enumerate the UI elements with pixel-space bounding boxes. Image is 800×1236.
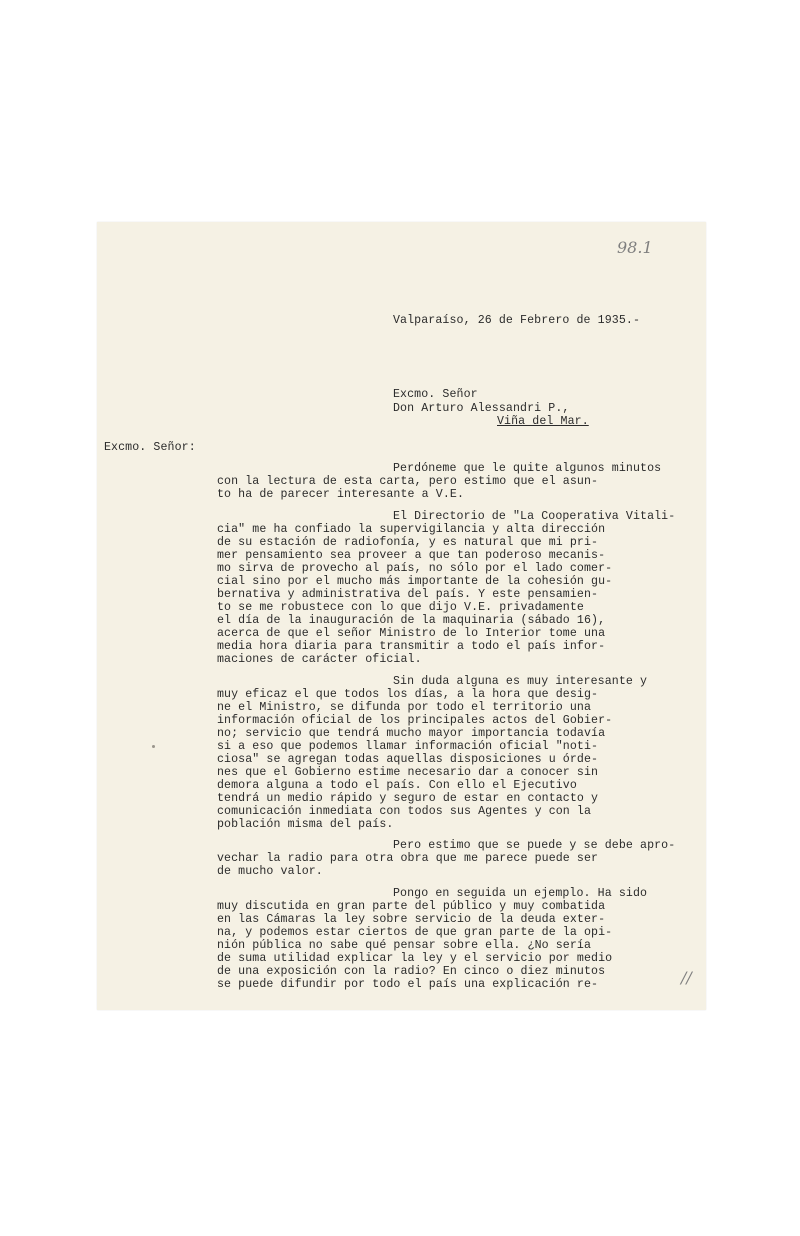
paragraph-line: maciones de carácter oficial. <box>217 653 422 666</box>
paragraph-line: Sin duda alguna es muy interesante y <box>393 675 648 688</box>
paper-spot <box>152 745 155 748</box>
paragraph-line: nión pública no sabe qué pensar sobre ella. ¿No sería <box>217 939 592 952</box>
paragraph-line: acerca de que el señor Ministro de lo Interior tome una <box>217 627 606 640</box>
paragraph-line: de su estación de radiofonía, y es natural que mi pri- <box>217 536 599 549</box>
paragraph-line: muy eficaz el que todos los días, a la hora que desig- <box>217 688 599 701</box>
paragraph-line: mer pensamiento sea proveer a que tan poderoso mecanis- <box>217 549 606 562</box>
paragraph-line: Perdóneme que le quite algunos minutos <box>393 462 662 475</box>
paragraph-line: cia" me ha confiado la supervigilancia y alta dirección <box>217 523 606 536</box>
archive-number-annotation: 98.1 <box>617 238 653 257</box>
paragraph-line: El Directorio de "La Cooperativa Vitali- <box>393 510 676 523</box>
paragraph-line: si a eso que podemos llamar información oficial "noti- <box>217 740 599 753</box>
paragraph-line: to ha de parecer interesante a V.E. <box>217 488 465 501</box>
paragraph-line: vechar la radio para otra obra que me parece puede ser <box>217 852 599 865</box>
date-line: Valparaíso, 26 de Febrero de 1935.- <box>393 314 641 327</box>
paragraph-line: comunicación inmediata con todos sus Agentes y con la <box>217 805 592 818</box>
paragraph-line: nes que el Gobierno estime necesario dar a conocer sin <box>217 766 599 779</box>
paragraph-line: ciosa" se agregan todas aquellas disposiciones u órde- <box>217 753 599 766</box>
paragraph-line: el día de la inauguración de la maquinaria (sábado 16), <box>217 614 606 627</box>
recipient-city: Viña del Mar. <box>497 415 589 428</box>
paragraph-line: demora alguna a todo el país. Con ello el Ejecutivo <box>217 779 577 792</box>
paragraph-line: de suma utilidad explicar la ley y el servicio por medio <box>217 952 613 965</box>
paragraph-line: mo sirva de provecho al país, no sólo por el lado comer- <box>217 562 613 575</box>
paragraph-line: media hora diaria para transmitir a todo el país infor- <box>217 640 606 653</box>
paragraph-line: Pongo en seguida un ejemplo. Ha sido <box>393 887 648 900</box>
paragraph-line: en las Cámaras la ley sobre servicio de la deuda exter- <box>217 913 606 926</box>
paragraph-line: de mucho valor. <box>217 865 323 878</box>
paragraph-line: de una exposición con la radio? En cinco o diez minutos <box>217 965 606 978</box>
paragraph-line: Pero estimo que se puede y se debe apro- <box>393 839 676 852</box>
letter-page <box>97 222 706 1010</box>
paragraph-line: to se me robustece con lo que dijo V.E. privadamente <box>217 601 584 614</box>
salutation: Excmo. Señor: <box>104 441 196 454</box>
paragraph-line: cial sino por el mucho más importante de la cohesión gu- <box>217 575 613 588</box>
paragraph-line: na, y podemos estar ciertos de que gran parte de la opi- <box>217 926 613 939</box>
paragraph-line: bernativa y administrativa del país. Y este pensamien- <box>217 588 599 601</box>
recipient-line: Don Arturo Alessandri P., <box>393 402 570 415</box>
paragraph-line: ne el Ministro, se difunda por todo el territorio una <box>217 701 592 714</box>
paragraph-line: muy discutida en gran parte del público y muy combatida <box>217 900 606 913</box>
paragraph-line: información oficial de los principales actos del Gobier- <box>217 714 613 727</box>
paragraph-line: no; servicio que tendrá mucho mayor importancia todavía <box>217 727 606 740</box>
paragraph-line: población misma del país. <box>217 818 394 831</box>
continuation-mark-annotation: // <box>681 968 692 987</box>
recipient-line: Excmo. Señor <box>393 388 478 401</box>
paragraph-line: tendrá un medio rápido y seguro de estar en contacto y <box>217 792 599 805</box>
paragraph-line: con la lectura de esta carta, pero estimo que el asun- <box>217 475 599 488</box>
paragraph-line: se puede difundir por todo el país una explicación re- <box>217 978 599 991</box>
